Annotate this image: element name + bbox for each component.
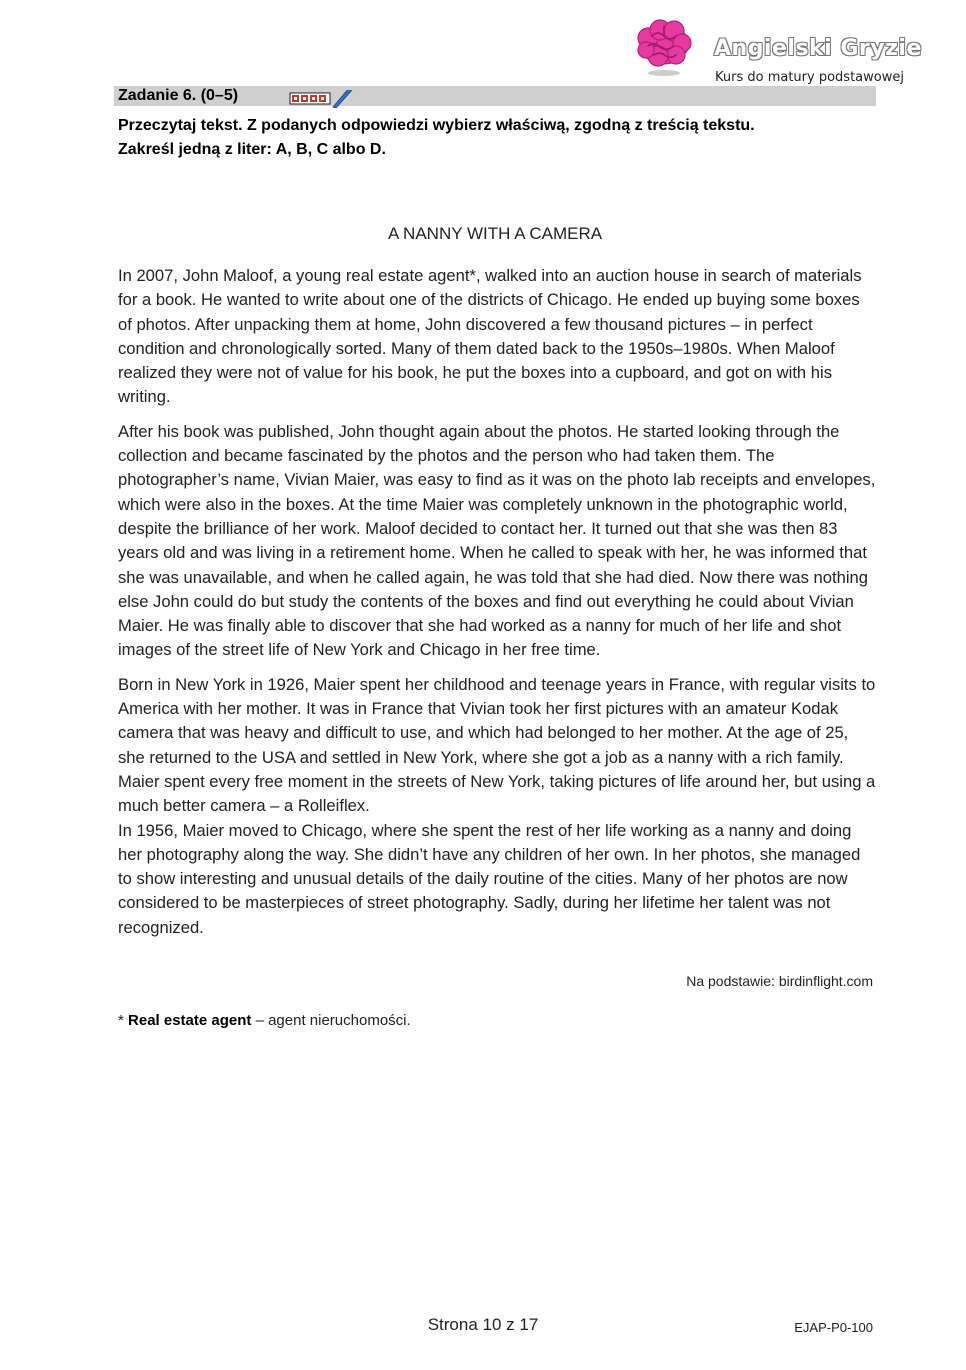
paragraph-4: In 1956, Maier moved to Chicago, where she spent the rest of her life working as a nanny and doing her photography along the way. She didn’t have any children of her own. In her photos, she managed to show interesting and unusual details of the daily routine of the cities. Many of her photos are now considered to be masterpieces of street photography. Sadly, during her lifetime her talent was not recognized.: [118, 820, 861, 937]
page-number: Strona 10 z 17: [427, 1315, 539, 1334]
logo-title: Angielski Gryzie: [714, 36, 922, 61]
score-boxes-pencil-icon: [289, 90, 359, 108]
task-label: Zadanie 6. (0–5): [118, 87, 239, 104]
logo-subtitle: Kurs do matury podstawowej: [715, 70, 904, 85]
article-title: A NANNY WITH A CAMERA: [387, 224, 603, 243]
instruction-line-2: Zakreśl jedną z liter: A, B, C albo D.: [118, 141, 386, 158]
footnote-definition: – agent nieruchomości.: [251, 1012, 411, 1029]
brain-icon: [634, 18, 694, 78]
task-instruction: [118, 114, 878, 162]
article-body: [118, 264, 878, 950]
paragraph-2: After his book was published, John thought again about the photos. He started looking through the collection and became fascinated by the photos and the person who had taken them. The photographer’s name, Vivian Maier, was easy to find as it was on the photo lab receipts and envelopes, which were also in the boxes. At the time Maier was completely unknown in the photographic world, despite the brilliance of her work. Maloof decided to contact her. It turned out that she was then 83 years old and was living in a retirement home. When he called to speak with her, he was informed that she was unavailable, and when he called again, he was told that she had died. Now there was nothing else John could do but study the contents of the boxes and find out everything he could about Vivian Maier. He was finally able to discover that she had worked as a nanny for much of her life and shot images of the street life of New York and Chicago in her free time.: [118, 421, 876, 660]
footnote: [118, 1012, 411, 1029]
paragraph-1: In 2007, John Maloof, a young real estate agent*, walked into an auction house in search of materials for a book. He wanted to write about one of the districts of Chicago. He ended up buying some boxes of photos. After unpacking them at home, John discovered a few thousand pictures – in perfect condition and chronologically sorted. Many of them dated back to the 1950s–1980s. When Maloof realized they were not of value for his book, he put the boxes into a cupboard, and got on with his writing.: [118, 266, 862, 407]
brand-logo: [634, 18, 934, 85]
footnote-marker: *: [118, 1012, 129, 1029]
paragraph-3: Born in New York in 1926, Maier spent her childhood and teenage years in France, with regular visits to America with her mother. It was in France that Vivian took her first pictures with an amateur Kodak camera that was heavy and difficult to use, and which had belonged to her mother. At the age of 25, she returned to the USA and settled in New York, where she got a job as a nanny with a rich family. Maier spent every free moment in the streets of New York, taking pictures of life around her, but using a much better camera – a Rolleiflex.: [118, 674, 876, 816]
task-header-bar: [114, 86, 876, 106]
instruction-line-1: Przeczytaj tekst. Z podanych odpowiedzi wybierz właściwą, zgodną z treścią tekstu.: [118, 117, 755, 134]
exam-code: EJAP-P0-100: [794, 1320, 873, 1335]
source-citation: Na podstawie: birdinflight.com: [686, 973, 873, 989]
footnote-term: Real estate agent: [128, 1012, 252, 1029]
